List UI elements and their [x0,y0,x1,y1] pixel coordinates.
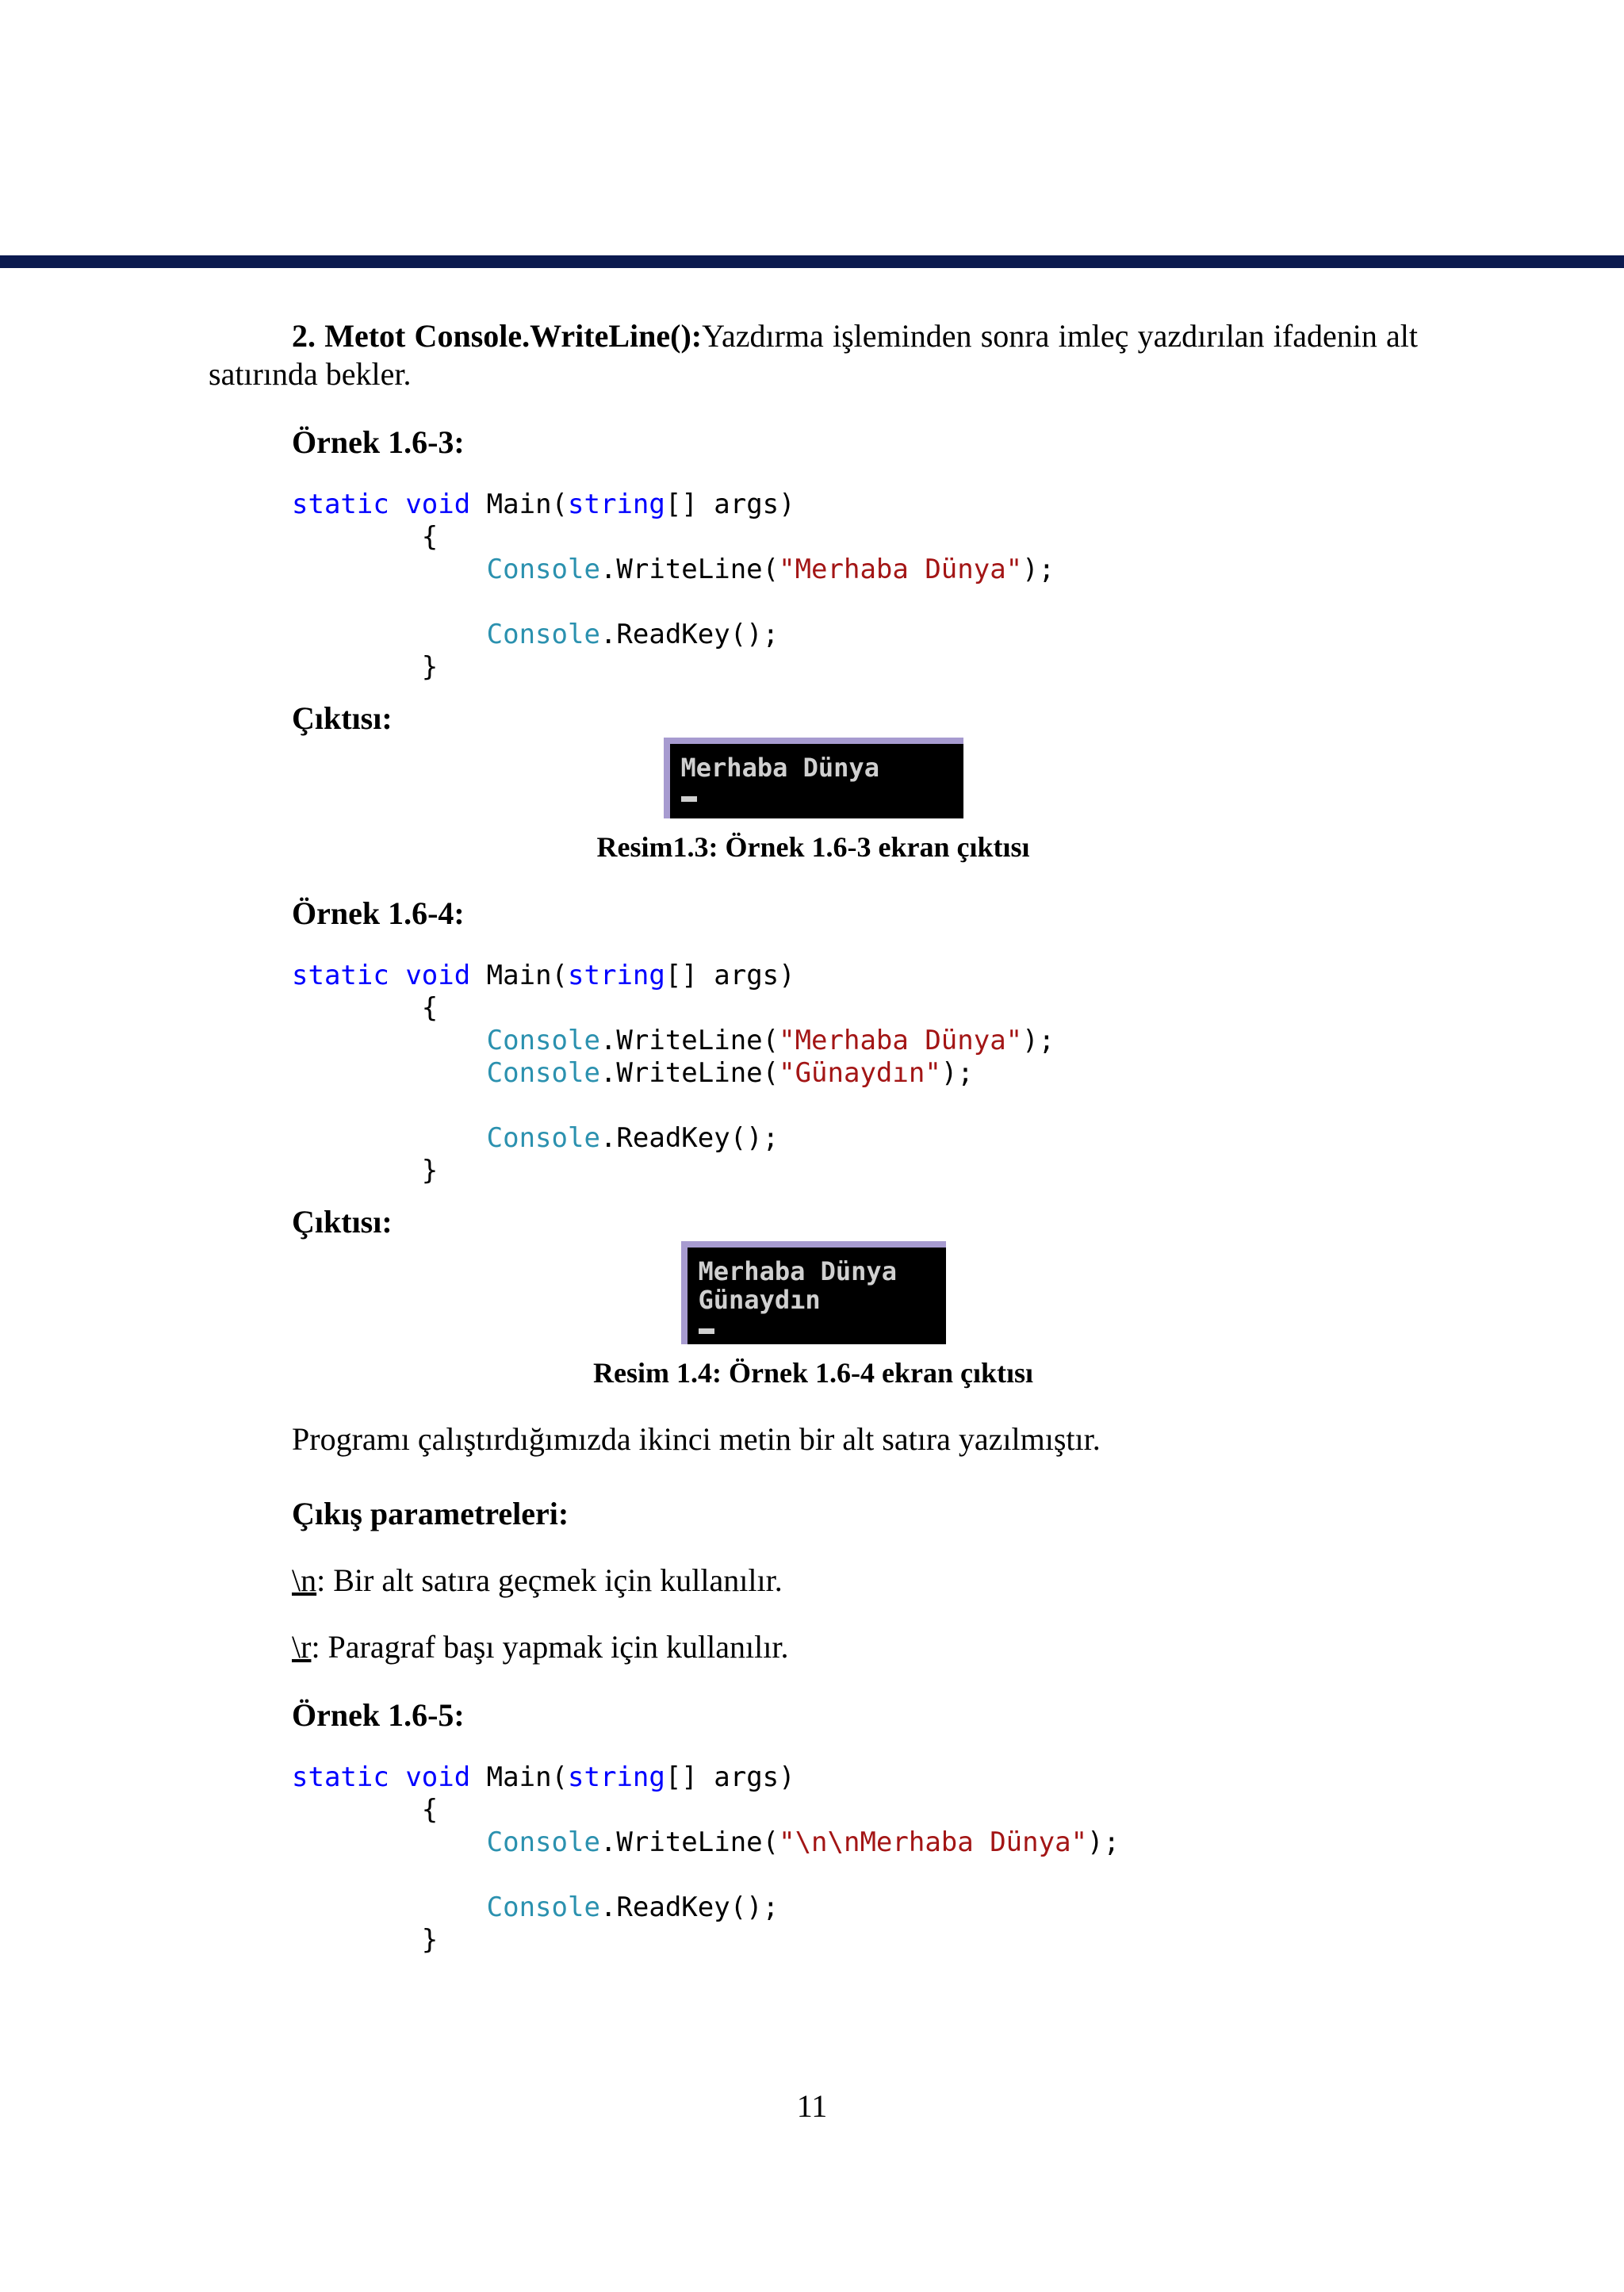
param-newline [292,1562,1418,1600]
intro-heading: 2. Metot Console.WriteLine(): [292,318,703,354]
console-line: Merhaba Dünya [698,1256,897,1286]
figure-1-4 [209,1241,1418,1390]
param-newline-text: : Bir alt satıra geçmek için kullanılır. [316,1562,783,1598]
explanation-section [209,1420,1418,1957]
param-return-text: : Paragraf başı yapmak için kullanılır. [311,1629,789,1665]
example-4-title: Örnek 1.6-4: [292,895,465,931]
page-content [209,317,1418,1957]
example-4-code: static void Main(string[] args) { Console.WriteLine("Merhaba Dünya"); Console.WriteLine("Günaydın"); Console.ReadKey(); } [292,960,1055,1186]
figure-1-3-caption: Resim1.3: Örnek 1.6-3 ekran çıktısı [596,831,1030,863]
page-number: 11 [796,2088,828,2124]
figure-1-4-caption: Resim 1.4: Örnek 1.6-4 ekran çıktısı [593,1357,1033,1389]
intro-text: Yazdırma işleminden sonra imleç yazdırılan ifadenin alt satırında bekler. [209,318,1419,392]
header-band [0,255,1624,268]
figure-1-3 [209,738,1418,864]
example-4-output-label: Çıktısı: [292,1204,393,1240]
explanation-text: Programı çalıştırdığımızda ikinci metin bir alt satıra yazılmıştır. [292,1421,1101,1457]
console-line: Günaydın [698,1285,821,1315]
param-newline-code: \n [292,1562,317,1598]
console-line: Merhaba Dünya [680,753,879,783]
example-3-code: static void Main(string[] args) { Console.WriteLine("Merhaba Dünya"); Console.ReadKey(); } [292,489,1055,683]
intro-paragraph [209,317,1418,393]
cursor-icon [699,1328,714,1334]
param-return [292,1628,1418,1666]
example-3-output-label: Çıktısı: [292,700,393,736]
example-5-code: static void Main(string[] args) { Console.WriteLine("\n\nMerhaba Dünya"); Console.ReadKey(); } [292,1761,1120,1956]
cursor-icon [681,796,697,802]
example-3-section [209,424,1418,738]
example-4-section [209,895,1418,1241]
params-heading: Çıkış parametreleri: [292,1496,569,1531]
console-output-1-3 [664,738,963,818]
console-output-1-4 [681,1241,946,1344]
example-5-title: Örnek 1.6-5: [292,1697,465,1733]
example-3-title: Örnek 1.6-3: [292,424,465,460]
param-return-code: \r [292,1629,312,1665]
